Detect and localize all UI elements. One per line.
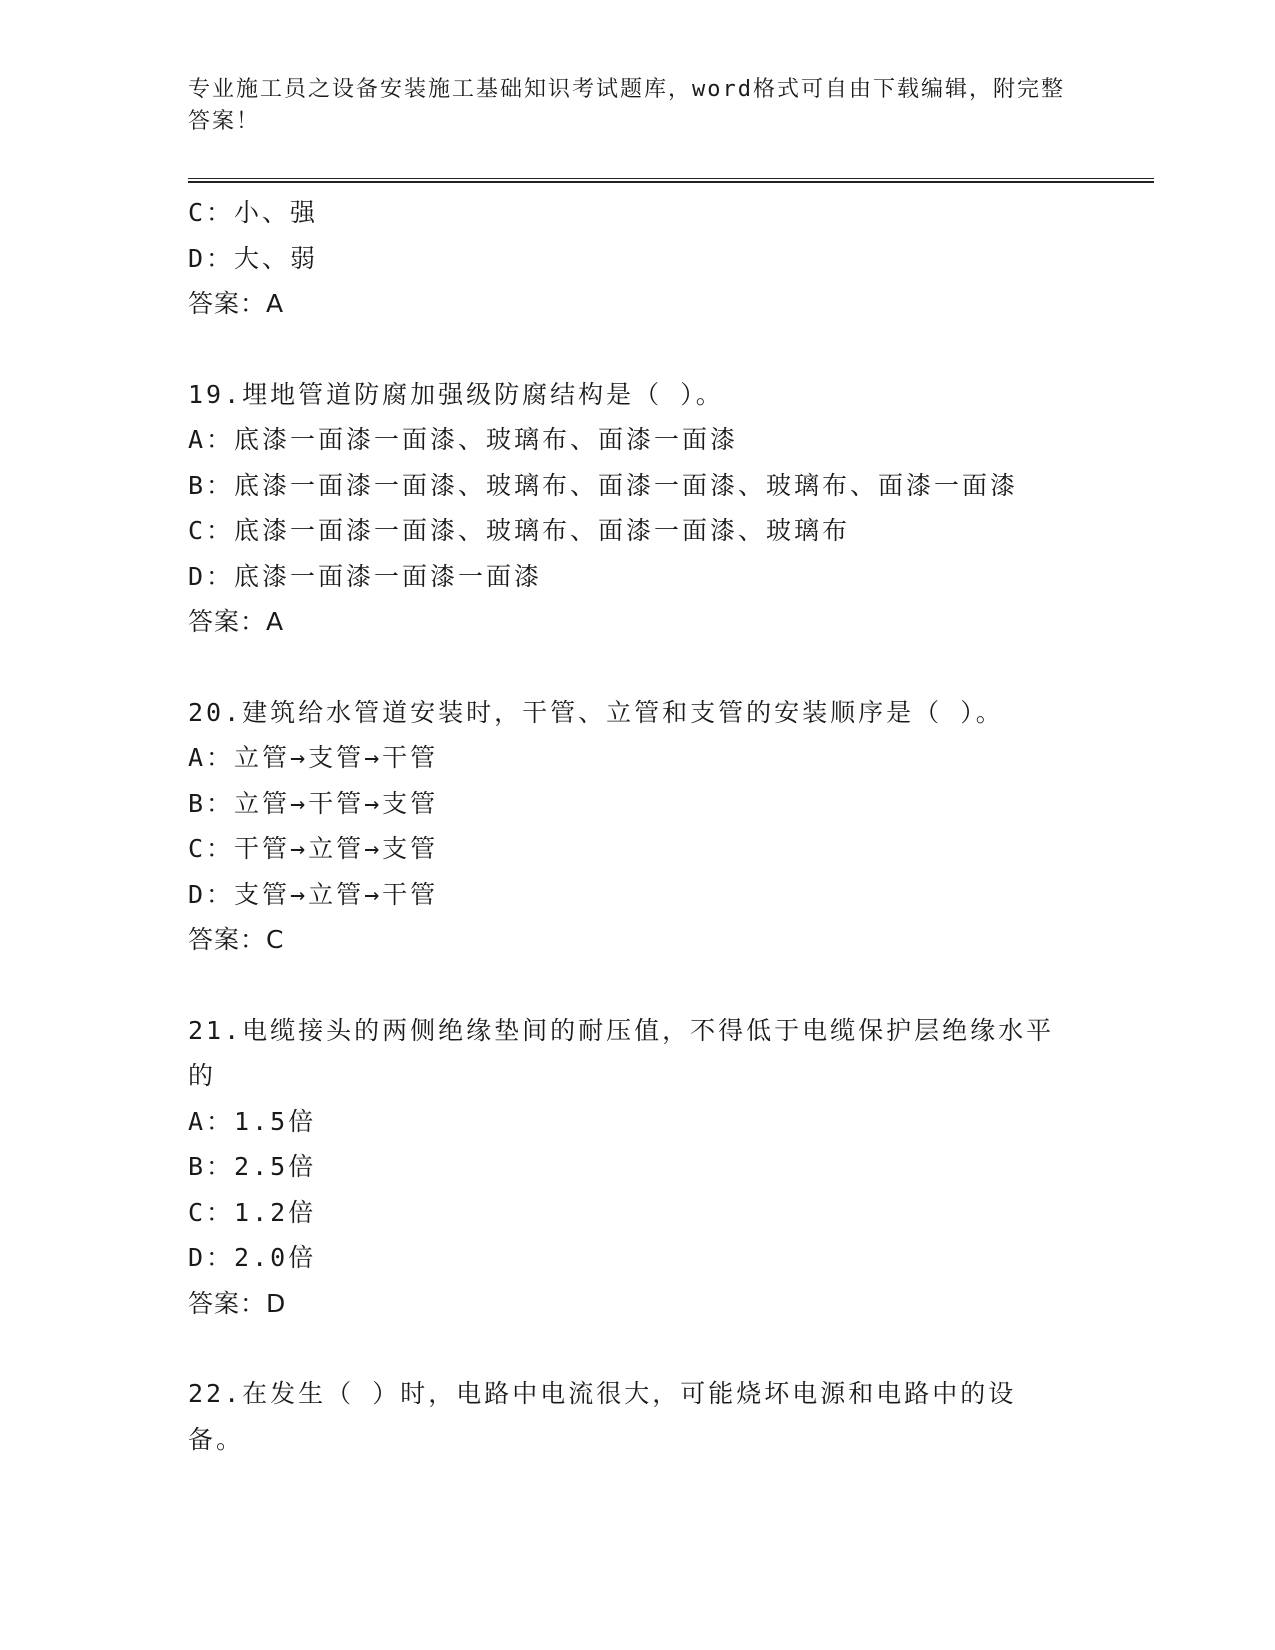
option-c: C：小、强	[188, 198, 319, 227]
answer-label: 答案：D	[188, 1288, 287, 1318]
option-b: B：2.5倍	[188, 1152, 317, 1181]
option-a: A：底漆一面漆一面漆、玻璃布、面漆一面漆	[188, 425, 739, 454]
page-header: 专业施工员之设备安装施工基础知识考试题库，word格式可自由下载编辑，附完整答案！	[188, 77, 1065, 134]
answer-label: 答案：A	[188, 607, 285, 636]
question-22: 22.在发生（ ）时，电路中电流很大，可能烧坏电源和电路中的设备。	[188, 1379, 1017, 1454]
option-c: C：1.2倍	[188, 1197, 317, 1227]
option-d: D：底漆一面漆一面漆一面漆	[188, 561, 543, 591]
option-c: C：底漆一面漆一面漆、玻璃布、面漆一面漆、玻璃布	[188, 516, 851, 545]
option-b: B：底漆一面漆一面漆、玻璃布、面漆一面漆、玻璃布、面漆一面漆	[188, 470, 1019, 500]
question-19: 19.埋地管道防腐加强级防腐结构是（ ）。	[188, 379, 724, 409]
option-a: A：立管→支管→干管	[188, 743, 439, 772]
spacer	[188, 645, 1088, 690]
spacer	[188, 963, 1088, 1008]
option-c: C：干管→立管→支管	[188, 834, 439, 863]
option-d: D：大、弱	[188, 243, 319, 273]
answer-label: 答案：C	[188, 925, 285, 954]
spacer	[188, 1326, 1088, 1371]
option-d: D：2.0倍	[188, 1243, 317, 1272]
option-b: B：立管→干管→支管	[188, 788, 439, 818]
question-list	[188, 190, 1088, 1462]
question-20: 20.建筑给水管道安装时，干管、立管和支管的安装顺序是（ ）。	[188, 697, 1004, 727]
option-a: A：1.5倍	[188, 1106, 317, 1136]
header-divider	[188, 178, 1154, 183]
spacer	[188, 327, 1088, 372]
option-d: D：支管→立管→干管	[188, 879, 439, 909]
answer-label: 答案：A	[188, 289, 285, 318]
question-21: 21.电缆接头的两侧绝缘垫间的耐压值，不得低于电缆保护层绝缘水平的	[188, 1015, 1055, 1090]
